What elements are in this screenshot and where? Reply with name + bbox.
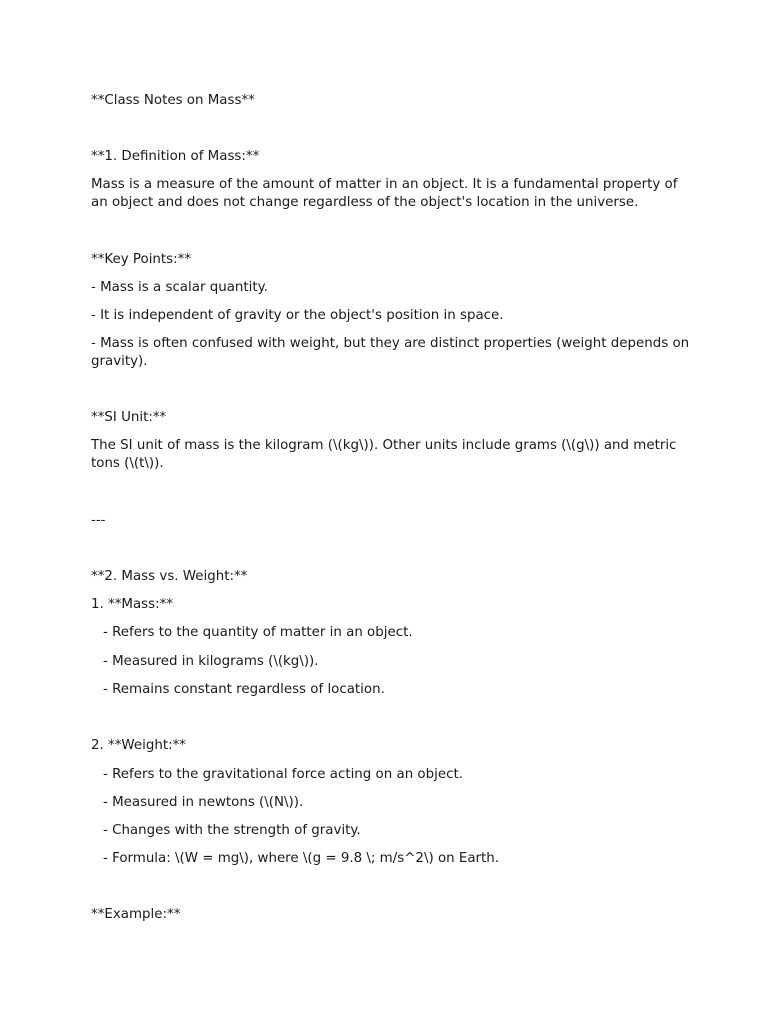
mass-item: - Measured in kilograms (\(kg\)). bbox=[103, 654, 319, 669]
weight-item: - Refers to the gravitational force acting on an object. bbox=[103, 767, 463, 782]
example-heading: **Example:** bbox=[91, 907, 181, 922]
key-point-item: - It is independent of gravity or the object's position in space. bbox=[91, 308, 504, 323]
key-points-heading: **Key Points:** bbox=[91, 252, 192, 267]
weight-item: - Changes with the strength of gravity. bbox=[103, 823, 361, 838]
mass-item: - Refers to the quantity of matter in an object. bbox=[103, 625, 413, 640]
section-heading-mass-vs-weight: **2. Mass vs. Weight:** bbox=[91, 569, 248, 584]
mass-subheading: 1. **Mass:** bbox=[91, 597, 174, 612]
weight-item: - Measured in newtons (\(N\)). bbox=[103, 795, 304, 810]
definition-paragraph: Mass is a measure of the amount of matter in an object. It is a fundamental property of an object and does not change regardless of the object's location in the universe. bbox=[91, 177, 682, 210]
mass-item: - Remains constant regardless of location. bbox=[103, 682, 385, 697]
section-heading-definition: **1. Definition of Mass:** bbox=[91, 149, 260, 164]
weight-subheading: 2. **Weight:** bbox=[91, 738, 186, 753]
key-point-item: - Mass is often confused with weight, but they are distinct properties (weight depends on gravity). bbox=[91, 336, 694, 369]
si-unit-heading: **SI Unit:** bbox=[91, 410, 167, 425]
key-point-item: - Mass is a scalar quantity. bbox=[91, 280, 268, 295]
section-divider: --- bbox=[91, 513, 106, 528]
si-unit-paragraph: The SI unit of mass is the kilogram (\(kg\)). Other units include grams (\(g\)) and metric tons (\(t\)). bbox=[91, 438, 681, 471]
document-title: **Class Notes on Mass** bbox=[91, 93, 255, 108]
weight-item: - Formula: \(W = mg\), where \(g = 9.8 \; m/s^2\) on Earth. bbox=[103, 851, 500, 866]
